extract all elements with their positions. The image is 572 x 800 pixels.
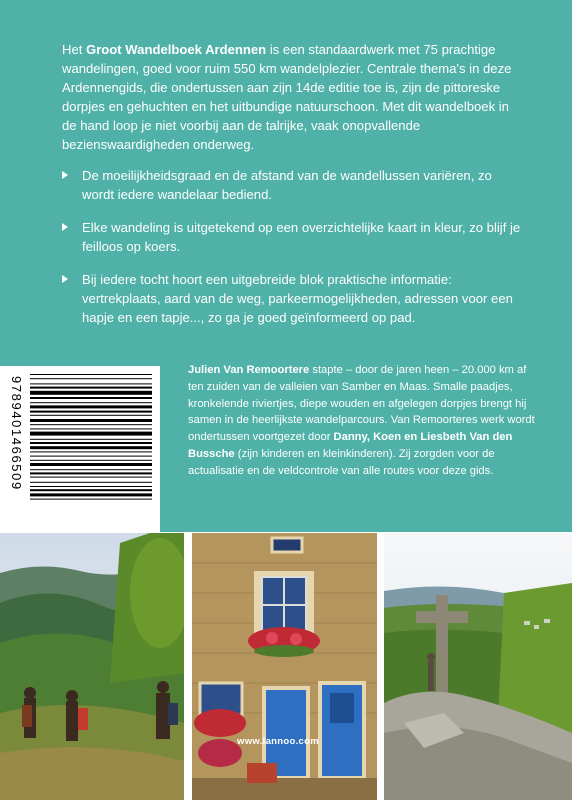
feature-item	[62, 270, 522, 327]
stone-house-photo	[192, 533, 377, 800]
triangle-bullet-icon	[62, 275, 68, 283]
feature-text: Bij iedere tocht hoort een uitgebreide blok praktische informatie: vertrekplaats, aard van de weg, parkeermogelijkheden, adressen voor een hapje en een tapje..., zo ga je goed geïnformeerd op pad.	[82, 272, 513, 325]
feature-item	[62, 166, 522, 204]
feature-text: De moeilijkheidsgraad en de afstand van de wandellussen variëren, zo wordt iedere wandelaar bediend.	[82, 168, 492, 202]
barcode-graphic	[0, 366, 160, 532]
author-name: Julien Van Remoortere	[188, 364, 310, 376]
intro-body: is een standaardwerk met 75 prachtige wandelingen, goed voor ruim 550 km wandelplezier. Centrale thema's in deze Ardennengids, die ondertussen aan zijn 14de editie toe is, zijn de pittoreske dorpjes en gehuchten en het uitbundige natuurschoon. Met dit wandelboek in de hand loop je niet voorbij aan de talrijke, vaak onopvallende bezienswaardigheden onderweg.	[62, 42, 512, 152]
author-bio-text: stapte – door de jaren heen – 20.000 km af ten zuiden van de valleien van Samber en Maas. Smalle paadjes, kronkelende riviertjes, diepe wouden en afgelegen dorpjes brengt hij samen in de heerlijkste wandelparcours. Van Remoorteres werk wordt ondertussen voortgezet door	[188, 364, 535, 444]
feature-text: Elke wandeling is uitgetekend op een overzichtelijke kaart in kleur, zo blijf je feilloos op koers.	[82, 220, 521, 254]
triangle-bullet-icon	[62, 223, 68, 231]
publisher-website: www.lannoo.com	[237, 736, 319, 747]
barcode	[0, 366, 160, 532]
feature-item	[62, 218, 522, 256]
author-bio	[188, 362, 538, 480]
isbn-number: 9789401466509	[9, 376, 24, 491]
intro-pre: Het	[62, 42, 87, 57]
intro-paragraph	[62, 40, 522, 154]
cross-viewpoint-photo	[384, 533, 572, 800]
author-bio-text-end: (zijn kinderen en kleinkinderen). Zij zorgden voor de actualisatie en de veldcontrole van alle routes voor deze gids.	[188, 447, 495, 477]
hikers-photo	[0, 533, 184, 800]
book-title: Groot Wandelboek Ardennen	[86, 42, 267, 57]
author-helpers: Danny, Koen en Liesbeth Van den Bussche	[188, 431, 513, 460]
triangle-bullet-icon	[62, 171, 68, 179]
feature-list	[62, 166, 522, 341]
photo-strip	[0, 533, 572, 800]
